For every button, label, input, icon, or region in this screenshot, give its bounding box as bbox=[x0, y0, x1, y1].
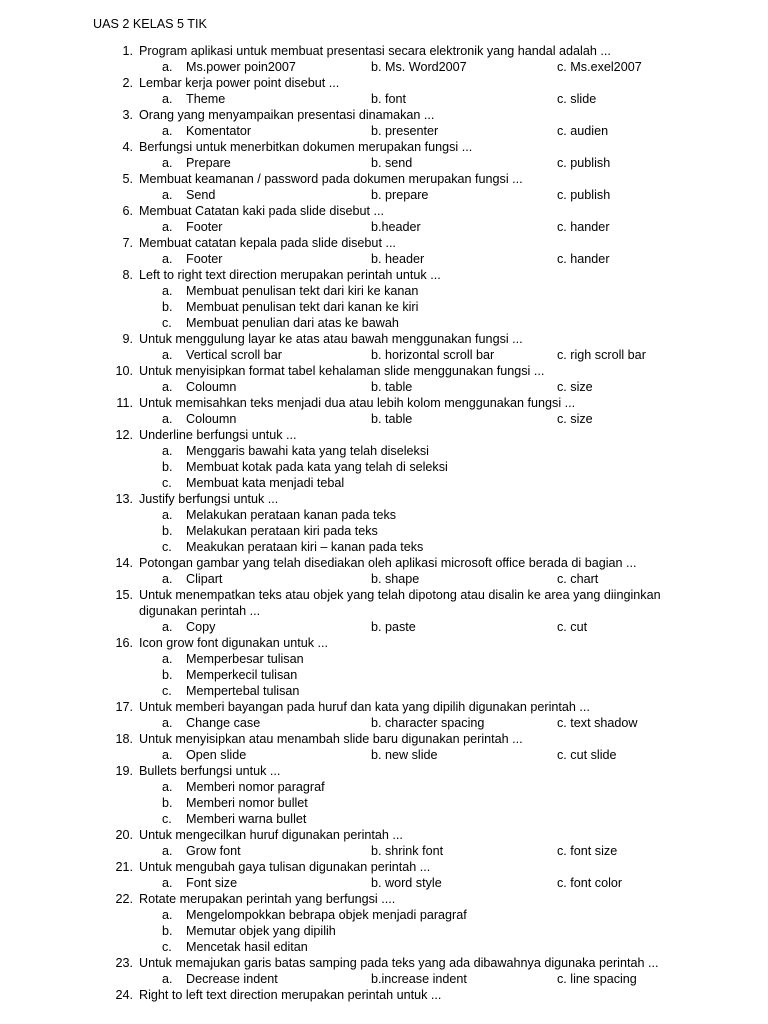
option-letter: a. bbox=[162, 60, 173, 74]
question-number: 8. bbox=[122, 268, 133, 282]
question-item bbox=[0, 555, 768, 587]
option-letter: a. bbox=[162, 780, 173, 794]
option-a bbox=[162, 411, 236, 427]
options-row bbox=[0, 971, 768, 987]
option-letter: a. bbox=[162, 572, 173, 586]
option-text: Footer bbox=[186, 220, 223, 234]
option-a bbox=[162, 571, 222, 587]
question-text: Untuk menempatkan teks atau objek yang telah dipotong atau disalin ke area yang diinginkan bbox=[139, 588, 661, 602]
option-text: Theme bbox=[186, 92, 226, 106]
question-line bbox=[0, 763, 768, 779]
question-line bbox=[0, 635, 768, 651]
option-letter: c. bbox=[162, 812, 172, 826]
option-a bbox=[0, 283, 768, 299]
option-c: c. line spacing bbox=[557, 972, 637, 986]
option-text: Memberi nomor bullet bbox=[186, 796, 308, 810]
option-a bbox=[162, 875, 237, 891]
options-row bbox=[0, 347, 768, 363]
question-number: 3. bbox=[122, 108, 133, 122]
question-item bbox=[0, 763, 768, 827]
question-number: 16. bbox=[115, 636, 133, 650]
page-title: UAS 2 KELAS 5 TIK bbox=[93, 17, 207, 31]
option-b: b. Ms. Word2007 bbox=[371, 60, 467, 74]
option-c: c. font color bbox=[557, 876, 623, 890]
option-a bbox=[0, 651, 768, 667]
question-text: Untuk memajukan garis batas samping pada teks yang ada dibawahnya digunaka perintah ... bbox=[139, 956, 659, 970]
option-text: Memutar objek yang dipilih bbox=[186, 924, 336, 938]
option-c: c. audien bbox=[557, 124, 609, 138]
option-b bbox=[0, 923, 768, 939]
question-text: Untuk memberi bayangan pada huruf dan kata yang dipilih digunakan perintah ... bbox=[139, 700, 590, 714]
option-letter: c. bbox=[162, 940, 172, 954]
question-line bbox=[0, 555, 768, 571]
option-a bbox=[162, 219, 222, 235]
question-item bbox=[0, 107, 768, 139]
option-letter: b. bbox=[162, 524, 173, 538]
option-b bbox=[0, 523, 768, 539]
option-a bbox=[0, 779, 768, 795]
question-number: 18. bbox=[115, 732, 133, 746]
option-letter: a. bbox=[162, 908, 173, 922]
options-list bbox=[0, 651, 768, 699]
question-text: Icon grow font digunakan untuk ... bbox=[139, 636, 329, 650]
option-c bbox=[0, 475, 768, 491]
option-b: b. shape bbox=[371, 572, 420, 586]
option-letter: c. bbox=[162, 684, 172, 698]
option-c bbox=[0, 315, 768, 331]
options-row bbox=[0, 843, 768, 859]
option-letter: b. bbox=[162, 460, 173, 474]
option-text: Mempertebal tulisan bbox=[186, 684, 300, 698]
question-line bbox=[0, 987, 768, 1003]
question-number: 21. bbox=[115, 860, 133, 874]
options-row bbox=[0, 123, 768, 139]
option-letter: a. bbox=[162, 508, 173, 522]
question-item bbox=[0, 203, 768, 235]
option-letter: a. bbox=[162, 716, 173, 730]
question-text: Membuat Catatan kaki pada slide disebut ... bbox=[139, 204, 385, 218]
option-letter: a. bbox=[162, 412, 173, 426]
question-line bbox=[0, 827, 768, 843]
question-number: 2. bbox=[122, 76, 133, 90]
option-c: c. righ scroll bar bbox=[557, 348, 646, 362]
question-text: Program aplikasi untuk membuat presentasi secara elektronik yang handal adalah ... bbox=[139, 44, 611, 58]
option-c: c. chart bbox=[557, 572, 599, 586]
option-text: Decrease indent bbox=[186, 972, 278, 986]
option-b: b. header bbox=[371, 252, 425, 266]
question-item bbox=[0, 427, 768, 491]
option-letter: b. bbox=[162, 796, 173, 810]
option-letter: b. bbox=[162, 924, 173, 938]
option-letter: a. bbox=[162, 252, 173, 266]
option-a bbox=[162, 971, 278, 987]
options-row bbox=[0, 219, 768, 235]
option-b bbox=[0, 795, 768, 811]
question-text: Membuat catatan kepala pada slide disebut ... bbox=[139, 236, 396, 250]
option-text: Melakukan perataan kanan pada teks bbox=[186, 508, 397, 522]
option-letter: a. bbox=[162, 844, 173, 858]
question-number: 19. bbox=[115, 764, 133, 778]
option-letter: c. bbox=[162, 476, 172, 490]
question-text: Membuat keamanan / password pada dokumen merupakan fungsi ... bbox=[139, 172, 523, 186]
question-text: Lembar kerja power point disebut ... bbox=[139, 76, 340, 90]
question-item bbox=[0, 827, 768, 859]
option-c: c. hander bbox=[557, 252, 610, 266]
option-a bbox=[162, 59, 296, 75]
option-c bbox=[0, 683, 768, 699]
option-letter: a. bbox=[162, 620, 173, 634]
options-row bbox=[0, 91, 768, 107]
option-text: Font size bbox=[186, 876, 238, 890]
option-c: c. size bbox=[557, 380, 593, 394]
option-c: c. cut slide bbox=[557, 748, 617, 762]
question-line bbox=[0, 235, 768, 251]
options-list bbox=[0, 283, 768, 331]
option-letter: b. bbox=[162, 668, 173, 682]
question-number: 11. bbox=[116, 396, 133, 410]
question-line bbox=[0, 859, 768, 875]
option-a bbox=[162, 187, 215, 203]
question-item bbox=[0, 363, 768, 395]
option-letter: a. bbox=[162, 444, 173, 458]
option-letter: a. bbox=[162, 124, 173, 138]
option-text: Menggaris bawahi kata yang telah diseleksi bbox=[186, 444, 429, 458]
question-line bbox=[0, 427, 768, 443]
question-number: 1. bbox=[122, 44, 133, 58]
question-text: Potongan gambar yang telah disediakan oleh aplikasi microsoft office berada di bagian ... bbox=[139, 556, 637, 570]
option-a bbox=[162, 91, 225, 107]
question-item bbox=[0, 859, 768, 891]
question-item bbox=[0, 171, 768, 203]
option-a bbox=[162, 251, 222, 267]
question-line bbox=[0, 267, 768, 283]
question-number: 9. bbox=[122, 332, 133, 346]
question-item bbox=[0, 331, 768, 363]
question-text: Rotate merupakan perintah yang berfungsi .... bbox=[139, 892, 396, 906]
question-line bbox=[0, 203, 768, 219]
option-text: Meakukan perataan kiri – kanan pada teks bbox=[186, 540, 424, 554]
option-text: Open slide bbox=[186, 748, 247, 762]
option-text: Vertical scroll bar bbox=[186, 348, 282, 362]
question-line bbox=[0, 955, 768, 971]
option-text: Membuat penulisan tekt dari kanan ke kiri bbox=[186, 300, 419, 314]
option-text: Memperkecil tulisan bbox=[186, 668, 298, 682]
question-item bbox=[0, 267, 768, 331]
options-row bbox=[0, 155, 768, 171]
options-row bbox=[0, 187, 768, 203]
option-b: b.increase indent bbox=[371, 972, 467, 986]
question-line bbox=[0, 491, 768, 507]
options-row bbox=[0, 715, 768, 731]
option-b: b. table bbox=[371, 380, 413, 394]
question-line bbox=[0, 171, 768, 187]
option-a bbox=[0, 907, 768, 923]
question-item bbox=[0, 731, 768, 763]
question-text: Right to left text direction merupakan perintah untuk ... bbox=[139, 988, 442, 1002]
option-c: c. publish bbox=[557, 156, 611, 170]
option-c bbox=[0, 939, 768, 955]
question-item bbox=[0, 955, 768, 987]
question-line bbox=[0, 75, 768, 91]
option-b bbox=[0, 667, 768, 683]
option-text: Melakukan perataan kiri pada teks bbox=[186, 524, 378, 538]
question-item bbox=[0, 987, 768, 1003]
question-number: 20. bbox=[115, 828, 133, 842]
question-text: Untuk menyisipkan atau menambah slide baru digunakan perintah ... bbox=[139, 732, 523, 746]
option-text: Coloumn bbox=[186, 412, 237, 426]
option-a bbox=[162, 715, 260, 731]
question-text: Underline berfungsi untuk ... bbox=[139, 428, 297, 442]
options-row bbox=[0, 379, 768, 395]
option-text: Memberi warna bullet bbox=[186, 812, 307, 826]
option-c: c. cut bbox=[557, 620, 588, 634]
option-b: b. table bbox=[371, 412, 413, 426]
option-letter: a. bbox=[162, 380, 173, 394]
question-text: Untuk menyisipkan format tabel kehalaman slide menggunakan fungsi ... bbox=[139, 364, 545, 378]
option-text: Memberi nomor paragraf bbox=[186, 780, 325, 794]
option-text: Grow font bbox=[186, 844, 241, 858]
question-item bbox=[0, 491, 768, 555]
question-text: Untuk mengubah gaya tulisan digunakan perintah ... bbox=[139, 860, 431, 874]
question-number: 24. bbox=[115, 988, 133, 1002]
option-c: c. size bbox=[557, 412, 593, 426]
question-number: 14. bbox=[115, 556, 133, 570]
options-row bbox=[0, 875, 768, 891]
question-number: 23. bbox=[115, 956, 133, 970]
option-letter: a. bbox=[162, 972, 173, 986]
option-letter: b. bbox=[162, 300, 173, 314]
option-text: Prepare bbox=[186, 156, 231, 170]
option-b: b. font bbox=[371, 92, 407, 106]
option-letter: a. bbox=[162, 348, 173, 362]
options-list bbox=[0, 907, 768, 955]
question-number: 6. bbox=[122, 204, 133, 218]
option-b: b. prepare bbox=[371, 188, 429, 202]
question-number: 4. bbox=[122, 140, 133, 154]
options-row bbox=[0, 59, 768, 75]
question-number: 5. bbox=[122, 172, 133, 186]
question-number: 15. bbox=[115, 588, 133, 602]
option-text: Ms.power poin2007 bbox=[186, 60, 296, 74]
option-a bbox=[162, 379, 236, 395]
option-b: b. paste bbox=[371, 620, 416, 634]
option-text: Membuat penulian dari atas ke bawah bbox=[186, 316, 399, 330]
question-text: Justify berfungsi untuk ... bbox=[139, 492, 279, 506]
option-b: b. character spacing bbox=[371, 716, 485, 730]
option-a bbox=[162, 347, 282, 363]
option-c: c. Ms.exel2007 bbox=[557, 60, 642, 74]
option-b: b. presenter bbox=[371, 124, 439, 138]
option-text: Membuat penulisan tekt dari kiri ke kanan bbox=[186, 284, 419, 298]
option-letter: a. bbox=[162, 876, 173, 890]
question-line bbox=[0, 699, 768, 715]
options-list bbox=[0, 443, 768, 491]
question-item bbox=[0, 235, 768, 267]
option-b: b. horizontal scroll bar bbox=[371, 348, 495, 362]
question-item bbox=[0, 635, 768, 699]
option-letter: a. bbox=[162, 652, 173, 666]
option-text: Mencetak hasil editan bbox=[186, 940, 308, 954]
option-a bbox=[162, 155, 231, 171]
options-row bbox=[0, 747, 768, 763]
question-line bbox=[0, 395, 768, 411]
option-letter: a. bbox=[162, 220, 173, 234]
question-text: Untuk mengecilkan huruf digunakan perintah ... bbox=[139, 828, 403, 842]
option-c bbox=[0, 811, 768, 827]
option-letter: c. bbox=[162, 316, 172, 330]
option-b: b.header bbox=[371, 220, 421, 234]
option-c: c. slide bbox=[557, 92, 597, 106]
question-text: Berfungsi untuk menerbitkan dokumen merupakan fungsi ... bbox=[139, 140, 473, 154]
option-letter: c. bbox=[162, 540, 172, 554]
option-c bbox=[0, 539, 768, 555]
question-number: 10. bbox=[115, 364, 133, 378]
question-number: 17. bbox=[115, 700, 133, 714]
question-item bbox=[0, 139, 768, 171]
options-row bbox=[0, 571, 768, 587]
option-text: Mengelompokkan bebrapa objek menjadi paragraf bbox=[186, 908, 467, 922]
option-b: b. new slide bbox=[371, 748, 438, 762]
option-a bbox=[0, 443, 768, 459]
option-c: c. font size bbox=[557, 844, 618, 858]
question-text: Bullets berfungsi untuk ... bbox=[139, 764, 281, 778]
option-a bbox=[162, 747, 246, 763]
question-item bbox=[0, 699, 768, 731]
option-b: b. word style bbox=[371, 876, 442, 890]
option-letter: a. bbox=[162, 156, 173, 170]
question-item bbox=[0, 75, 768, 107]
option-c: c. publish bbox=[557, 188, 611, 202]
option-text: Clipart bbox=[186, 572, 223, 586]
question-text: Left to right text direction merupakan perintah untuk ... bbox=[139, 268, 441, 282]
question-line bbox=[0, 731, 768, 747]
option-text: Change case bbox=[186, 716, 261, 730]
option-b bbox=[0, 299, 768, 315]
question-line bbox=[0, 43, 768, 59]
options-list bbox=[0, 507, 768, 555]
question-item bbox=[0, 395, 768, 427]
option-a bbox=[162, 619, 215, 635]
option-text: Membuat kata menjadi tebal bbox=[186, 476, 345, 490]
question-text: Untuk memisahkan teks menjadi dua atau lebih kolom menggunakan fungsi ... bbox=[139, 396, 576, 410]
question-number: 12. bbox=[115, 428, 133, 442]
question-line bbox=[0, 587, 768, 619]
question-number: 22. bbox=[115, 892, 133, 906]
question-text: Untuk menggulung layar ke atas atau bawah menggunakan fungsi ... bbox=[139, 332, 523, 346]
question-line bbox=[0, 331, 768, 347]
question-line bbox=[0, 363, 768, 379]
question-item bbox=[0, 43, 768, 75]
question-line bbox=[0, 107, 768, 123]
option-text: Footer bbox=[186, 252, 223, 266]
question-item bbox=[0, 891, 768, 955]
option-b bbox=[0, 459, 768, 475]
option-text: Komentator bbox=[186, 124, 252, 138]
option-letter: a. bbox=[162, 284, 173, 298]
question-line bbox=[0, 891, 768, 907]
option-letter: a. bbox=[162, 188, 173, 202]
option-a bbox=[0, 507, 768, 523]
question-list bbox=[0, 43, 768, 1003]
option-text: Coloumn bbox=[186, 380, 237, 394]
option-letter: a. bbox=[162, 92, 173, 106]
question-number: 7. bbox=[122, 236, 133, 250]
options-row bbox=[0, 251, 768, 267]
question-text-continued: digunakan perintah ... bbox=[139, 604, 261, 618]
question-item bbox=[0, 587, 768, 635]
option-c: c. hander bbox=[557, 220, 610, 234]
option-text: Copy bbox=[186, 620, 216, 634]
options-row bbox=[0, 619, 768, 635]
option-text: Send bbox=[186, 188, 216, 202]
question-number: 13. bbox=[115, 492, 133, 506]
question-text: Orang yang menyampaikan presentasi dinamakan ... bbox=[139, 108, 435, 122]
option-b: b. shrink font bbox=[371, 844, 444, 858]
option-text: Memperbesar tulisan bbox=[186, 652, 304, 666]
question-line bbox=[0, 139, 768, 155]
option-letter: a. bbox=[162, 748, 173, 762]
option-a bbox=[162, 123, 251, 139]
options-list bbox=[0, 779, 768, 827]
options-row bbox=[0, 411, 768, 427]
option-text: Membuat kotak pada kata yang telah di seleksi bbox=[186, 460, 448, 474]
option-b: b. send bbox=[371, 156, 413, 170]
option-c: c. text shadow bbox=[557, 716, 638, 730]
option-a bbox=[162, 843, 241, 859]
